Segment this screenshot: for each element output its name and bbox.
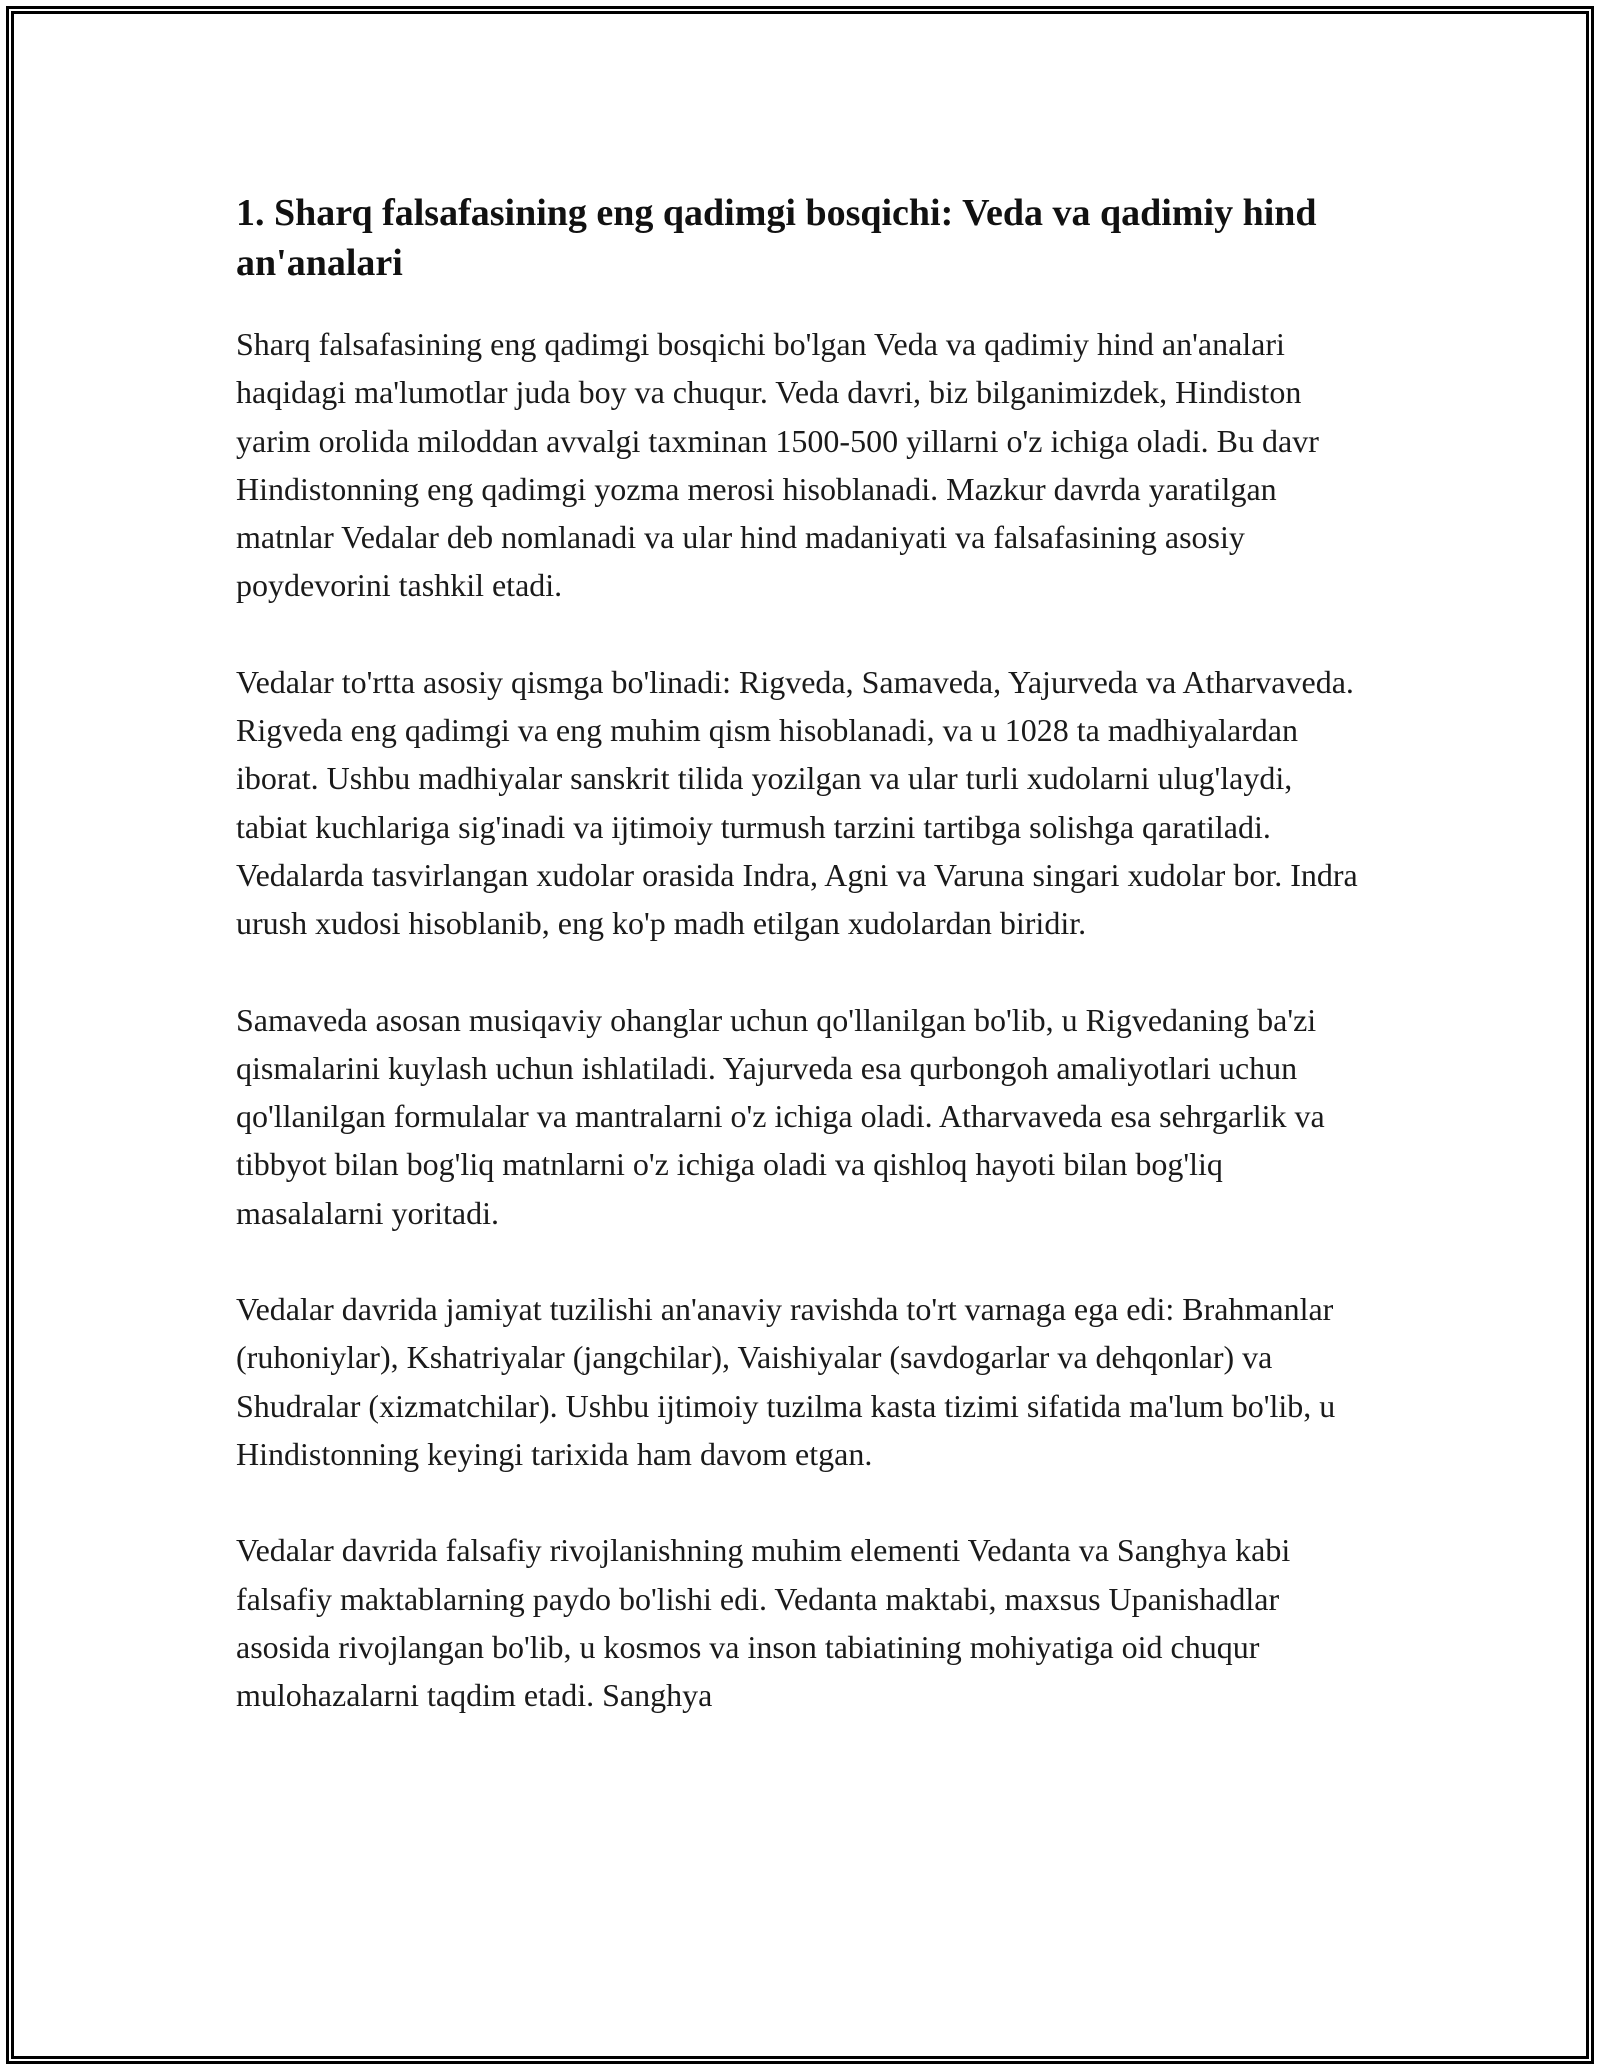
paragraph-samaveda-yajurveda: Samaveda asosan musiqaviy ohanglar uchun qo'llanilgan bo'lib, u Rigvedaning ba'zi qismalarini kuylash uchun ishlatiladi. Yajurveda esa qurbongoh amaliyotlari uchun qo'llanilgan formulalar va mantralarni o'z ichiga oladi. Atharvaveda esa sehrgarlik va tibbyot bilan bog'liq matnlarni o'z ichiga oladi va qishloq hayoti bilan bog'liq masalalarni yoritadi. [236, 1001, 1325, 1231]
paragraph-varna-system: Vedalar davrida jamiyat tuzilishi an'anaviy ravishda to'rt varnaga ega edi: Brahmanlar (ruhoniylar), Kshatriyalar (jangchilar), Vaishiyalar (savdogarlar va dehqonlar) va Shudralar (xizmatchilar). Ushbu ijtimoiy tuzilma kasta tizimi sifatida ma'lum bo'lib, u Hindistonning keyingi tarixida ham davom etgan. [236, 1291, 1336, 1472]
paragraph-four-vedas: Vedalar to'rtta asosiy qismga bo'linadi: Rigveda, Samaveda, Yajurveda va Atharvaveda. Rigveda eng qadimgi va eng muhim qism hisoblanadi, va u 1028 ta madhiyalardan iborat. Ushbu madhiyalar sanskrit tilida yozilgan va ular turli xudolarni ulug'laydi, tabiat kuchlariga sig'inadi va ijtimoiy turmush tarzini tartibga solishga qaratiladi. Vedalarda tasvirlangan xudolar orasida Indra, Agni va Varuna singari xudolar bor. Indra urush xudosi hisoblanib, eng ko'p madh etilgan xudolardan biridir. [236, 663, 1358, 942]
section-heading: 1. Sharq falsafasining eng qadimgi bosqichi: Veda va qadimiy hind an'analari [236, 192, 1317, 284]
paragraph-veda-period: Sharq falsafasining eng qadimgi bosqichi bo'lgan Veda va qadimiy hind an'analari haqidagi ma'lumotlar juda boy va chuqur. Veda davri, biz bilganimizdek, Hindiston yarim orolida miloddan avvalgi taxminan 1500-500 yillarni o'z ichiga oladi. Bu davr Hindistonning eng qadimgi yozma merosi hisoblanadi. Mazkur davrda yaratilgan matnlar Vedalar deb nomlanadi va ular hind madaniyati va falsafasining asosiy poydevorini tashkil etadi. [236, 326, 1319, 604]
paragraph-philosophical-schools: Vedalar davrida falsafiy rivojlanishning muhim elementi Vedanta va Sanghya kabi falsafiy maktablarning paydo bo'lishi edi. Vedanta maktabi, maxsus Upanishadlar asosida rivojlangan bo'lib, u kosmos va inson tabiatining mohiyatiga oid chuqur mulohazalarni taqdim etadi. Sanghya [236, 1532, 1291, 1714]
document-body [236, 188, 1366, 1767]
